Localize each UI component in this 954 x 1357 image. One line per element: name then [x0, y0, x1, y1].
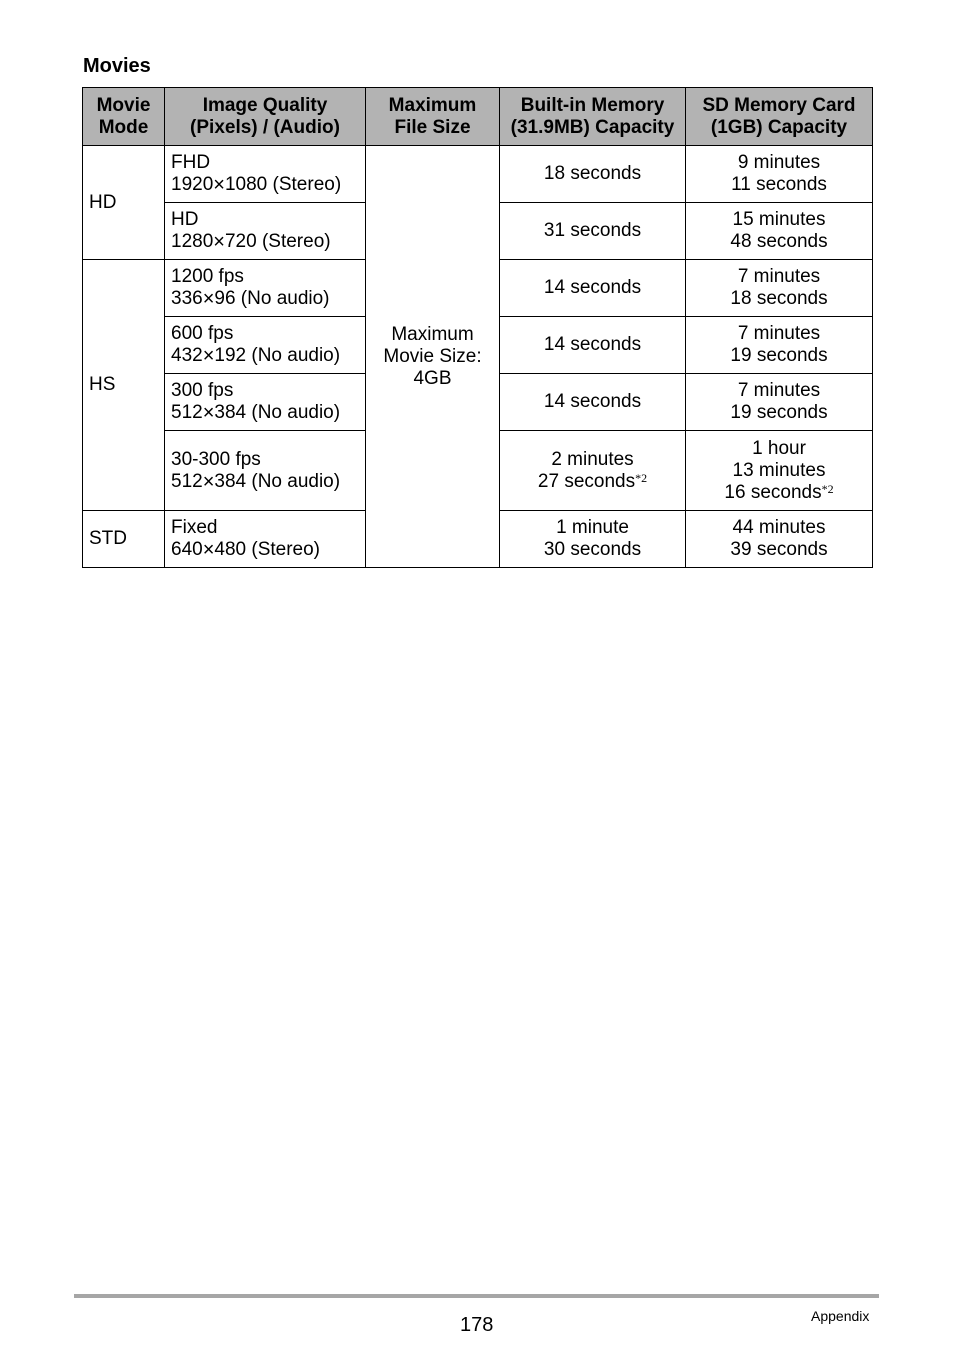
builtin-capacity-cell: 14 seconds	[500, 374, 686, 431]
sd-capacity-cell: 44 minutes 39 seconds	[686, 511, 873, 568]
header-sd-card: SD Memory Card (1GB) Capacity	[686, 88, 873, 146]
sd-capacity-cell: 7 minutes 19 seconds	[686, 317, 873, 374]
footnote-marker: *2	[821, 481, 834, 496]
times-symbol: ×	[202, 470, 215, 493]
sd-capacity-cell: 9 minutes 11 seconds	[686, 146, 873, 203]
sd-capacity-cell: 1 hour 13 minutes 16 seconds$^{*2}$	[686, 431, 873, 511]
movie-mode-cell: HD	[83, 146, 165, 260]
builtin-capacity-cell: 1 minute 30 seconds	[500, 511, 686, 568]
table-row	[83, 146, 873, 203]
builtin-capacity-cell: 2 minutes 27 seconds$^{*2}$	[500, 431, 686, 511]
times-symbol: ×	[202, 402, 215, 424]
section-title: Movies	[83, 55, 151, 77]
movie-mode-cell: HS	[83, 260, 165, 511]
header-builtin-memory: Built-in Memory (31.9MB) Capacity	[500, 88, 686, 146]
builtin-capacity-cell: 14 seconds	[500, 260, 686, 317]
footnote-marker: *2	[635, 470, 648, 485]
sd-capacity-cell: 7 minutes 19 seconds	[686, 374, 873, 431]
movie-capacity-table	[82, 87, 873, 568]
image-quality-cell: 300 fps 512×384 (No audio)	[165, 374, 366, 431]
page-number: 178	[460, 1314, 494, 1336]
movie-mode-cell: STD	[83, 511, 165, 568]
builtin-capacity-cell: 18 seconds	[500, 146, 686, 203]
table-header-row	[83, 88, 873, 146]
builtin-capacity-cell: 14 seconds	[500, 317, 686, 374]
image-quality-cell: Fixed 640×480 (Stereo)	[165, 511, 366, 568]
image-quality-cell: FHD 1920×1080 (Stereo)	[165, 146, 366, 203]
times-symbol: ×	[213, 231, 225, 253]
builtin-capacity-cell: 31 seconds	[500, 203, 686, 260]
times-symbol: ×	[202, 288, 215, 310]
image-quality-cell: HD 1280×720 (Stereo)	[165, 203, 366, 260]
image-quality-cell: 1200 fps 336×96 (No audio)	[165, 260, 366, 317]
footer-divider	[74, 1294, 879, 1298]
sd-capacity-cell: 15 minutes 48 seconds	[686, 203, 873, 260]
max-file-size-cell: Maximum Movie Size: 4GB	[366, 146, 500, 568]
header-image-quality: Image Quality (Pixels) / (Audio)	[165, 88, 366, 146]
sd-capacity-cell: 7 minutes 18 seconds	[686, 260, 873, 317]
header-max-file-size: Maximum File Size	[366, 88, 500, 146]
footer-section-name: Appendix	[811, 1308, 870, 1324]
times-symbol: ×	[202, 345, 215, 367]
times-symbol: ×	[213, 174, 225, 196]
image-quality-cell: 30-300 fps 512×384 (No audio)	[165, 431, 366, 511]
times-symbol: ×	[202, 539, 215, 561]
image-quality-cell: 600 fps 432×192 (No audio)	[165, 317, 366, 374]
header-movie-mode: Movie Mode	[83, 88, 165, 146]
